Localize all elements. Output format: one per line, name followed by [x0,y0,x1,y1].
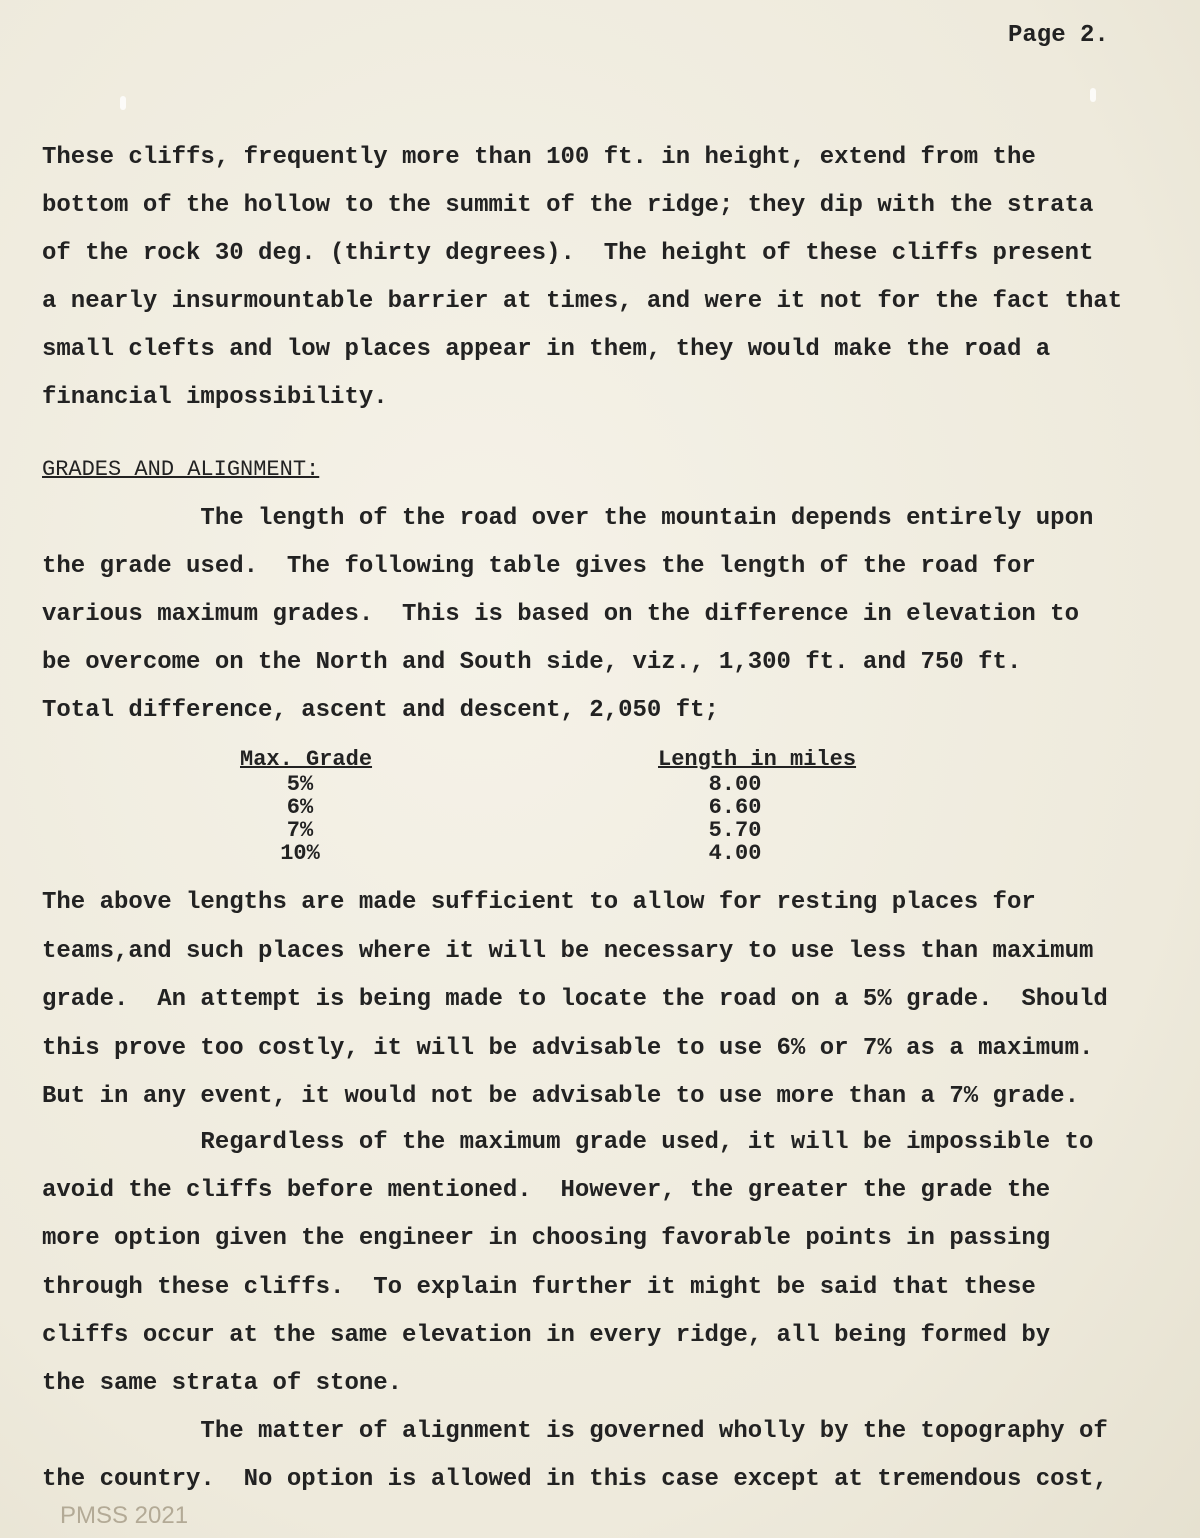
text-line: But in any event, it would not be advisable to use more than a 7% grade. [42,1083,1079,1110]
text-line: financial impossibility. [42,384,388,411]
punch-mark [1090,88,1096,102]
text-line: this prove too costly, it will be advisable to use 6% or 7% as a maximum. [42,1034,1094,1062]
watermark: PMSS 2021 [60,1502,189,1529]
text-line: the grade used. The following table gives the length of the road for [42,553,1036,580]
text-line: Total difference, ascent and descent, 2,050 ft; [42,697,719,724]
page-number: Page 2. [1008,22,1109,49]
grade-cell: 6% [286,795,314,820]
text-line: cliffs occur at the same elevation in every ridge, all being formed by [42,1321,1051,1349]
text-line: The above lengths are made sufficient to allow for resting places for [42,889,1036,916]
text-line: small clefts and low places appear in them, they would make the road a [42,336,1051,363]
text-line: Regardless of the maximum grade used, it will be impossible to [42,1129,1094,1156]
grade-cell: 10% [280,841,320,866]
section-heading: GRADES AND ALIGNMENT: [42,457,320,482]
table-header-grade: Max. Grade [240,747,373,772]
text-line: the country. No option is allowed in this case except at tremendous cost, [42,1466,1108,1493]
text-line: be overcome on the North and South side, viz., 1,300 ft. and 750 ft. [42,649,1022,676]
text-line: avoid the cliffs before mentioned. However, the greater the grade the [42,1177,1051,1205]
punch-mark [120,96,126,110]
text-line: more option given the engineer in choosing favorable points in passing [42,1225,1051,1253]
length-cell: 8.00 [708,772,762,797]
text-line: various maximum grades. This is based on the difference in elevation to [42,601,1079,628]
text-line: of the rock 30 deg. (thirty degrees). The height of these cliffs present [42,240,1094,267]
grade-cell: 5% [286,772,314,797]
text-line: a nearly insurmountable barrier at times, and were it not for the fact that [42,288,1123,315]
table-header-length: Length in miles [658,747,857,772]
text-line: These cliffs, frequently more than 100 ft. in height, extend from the [42,144,1036,171]
text-line: the same strata of stone. [42,1370,403,1397]
text-line: teams,and such places where it will be necessary to use less than maximum [42,937,1094,965]
length-cell: 4.00 [708,841,762,866]
text-line: through these cliffs. To explain further it might be said that these [42,1273,1036,1301]
length-cell: 6.60 [708,795,762,820]
text-line: grade. An attempt is being made to locate the road on a 5% grade. Should [42,986,1108,1013]
text-line: The matter of alignment is governed wholly by the topography of [42,1418,1108,1445]
length-cell: 5.70 [708,818,762,843]
text-line: bottom of the hollow to the summit of the ridge; they dip with the strata [42,192,1094,219]
grade-cell: 7% [286,818,314,843]
text-line: The length of the road over the mountain depends entirely upon [42,505,1094,532]
